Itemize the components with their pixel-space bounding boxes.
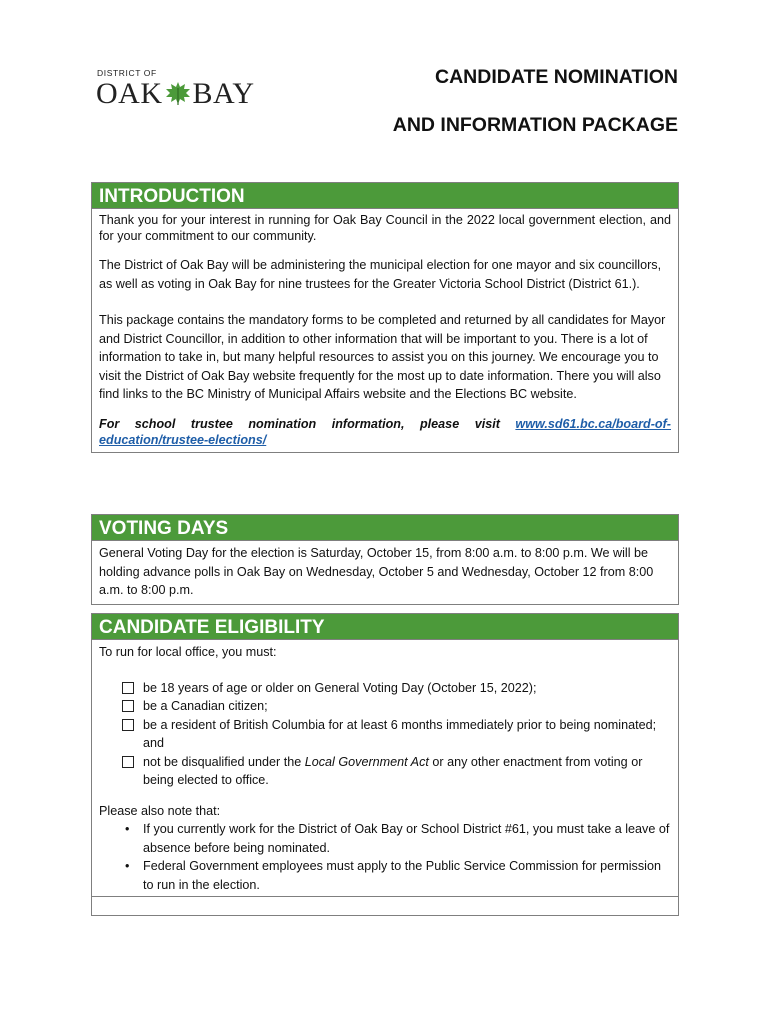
voting-days-text: General Voting Day for the election is Saturday, October 15, from 8:00 a.m. to 8:00 p.m. We will be holding advance polls in Oak Bay on Wednesday, October 5 and Wednesday, October 12 from 8:00 a.m. to 8:00 p.m. bbox=[99, 546, 654, 597]
logo-wordmark bbox=[96, 77, 255, 111]
intro-paragraph-2: The District of Oak Bay will be administering the municipal election for one mayor and six councillors, as well as voting in Oak Bay for nine trustees for the Greater Victoria School District (District 61.). bbox=[99, 258, 662, 291]
list-item bbox=[121, 820, 671, 857]
checklist-label: not be disqualified under the Local Government Act or any other enactment from voting or being elected to office. bbox=[143, 754, 643, 787]
eligibility-checklist bbox=[99, 679, 671, 790]
package-title-line2: AND INFORMATION PACKAGE bbox=[392, 114, 678, 136]
bullet-icon: • bbox=[125, 859, 130, 873]
trustee-elections-link[interactable]: www.sd61.bc.ca/board-of-education/trustee-elections/ bbox=[99, 416, 671, 447]
oak-leaf-icon bbox=[164, 80, 192, 106]
bullet-icon: • bbox=[125, 822, 130, 836]
note-intro: Please also note that: bbox=[99, 803, 221, 818]
introduction-heading: INTRODUCTION bbox=[92, 183, 678, 209]
list-item bbox=[122, 716, 671, 753]
trustee-info bbox=[99, 416, 671, 448]
trustee-info-text: For school trustee nomination information, please visit bbox=[99, 416, 516, 431]
checkbox[interactable] bbox=[122, 719, 134, 731]
list-item bbox=[122, 753, 671, 790]
checklist-label: be a Canadian citizen; bbox=[143, 699, 268, 713]
checkbox[interactable] bbox=[122, 756, 134, 768]
eligibility-intro: To run for local office, you must: bbox=[99, 645, 277, 659]
logo-word-left: OAK bbox=[96, 77, 163, 110]
candidate-eligibility-section bbox=[91, 613, 679, 916]
district-logo bbox=[96, 68, 256, 110]
list-item bbox=[121, 857, 671, 894]
checkbox[interactable] bbox=[122, 700, 134, 712]
checklist-label: be 18 years of age or older on General Voting Day (October 15, 2022); bbox=[143, 680, 537, 695]
checklist-label: be a resident of British Columbia for at least 6 months immediately prior to being nominated; and bbox=[143, 717, 657, 750]
empty-table-row bbox=[92, 896, 678, 915]
notes-list bbox=[99, 820, 671, 894]
list-item bbox=[122, 679, 671, 698]
voting-days-heading: VOTING DAYS bbox=[92, 515, 678, 541]
introduction-section bbox=[91, 182, 679, 453]
package-title-line1: CANDIDATE NOMINATION bbox=[434, 66, 678, 88]
intro-paragraph-1: Thank you for your interest in running for Oak Bay Council in the 2022 local government election, and for your commitment to our community. bbox=[99, 213, 671, 243]
checkbox[interactable] bbox=[122, 682, 134, 694]
list-item bbox=[122, 697, 671, 716]
eligibility-heading: CANDIDATE ELIGIBILITY bbox=[92, 614, 678, 640]
intro-paragraph-3: This package contains the mandatory forms to be completed and returned by all candidates for Mayor and District Councillor, in addition to other information that will be important to you. There is a lot of information to take in, but many helpful resources to assist you on this journey. We encourage you to visit the District of Oak Bay website frequently for the most up to date information. There you will also find links to the BC Ministry of Municipal Affairs website and the Elections BC website. bbox=[99, 313, 666, 401]
logo-word-right: BAY bbox=[192, 77, 255, 110]
note-text: Federal Government employees must apply to the Public Service Commission for permission to run in the election. bbox=[143, 859, 661, 892]
logo-small-text: DISTRICT OF bbox=[97, 68, 157, 78]
note-text: If you currently work for the District of Oak Bay or School District #61, you must take a leave of absence before being nominated. bbox=[143, 822, 670, 855]
voting-days-section bbox=[91, 514, 679, 605]
